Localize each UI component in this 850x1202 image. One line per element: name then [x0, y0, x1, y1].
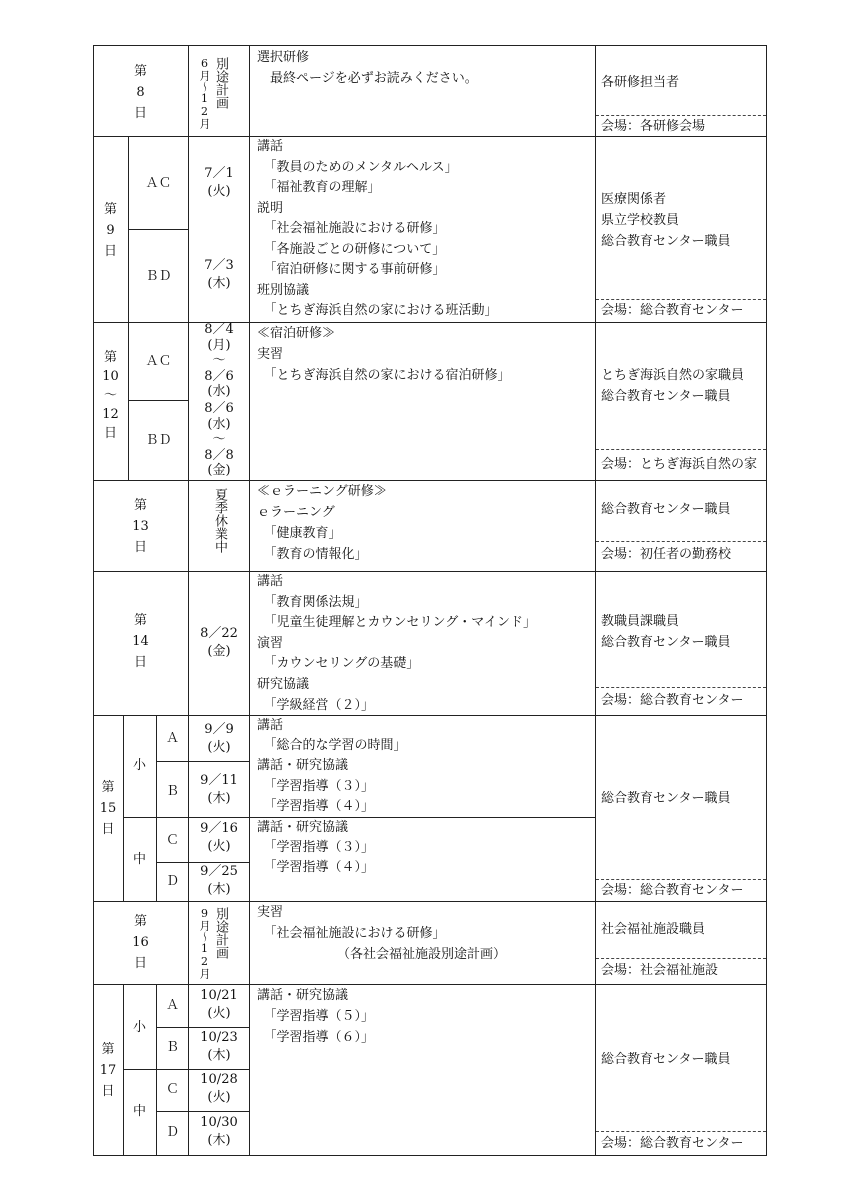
day13-instructor: 総合教育センター職員 — [601, 502, 731, 517]
day10-group-ac: ＡＣ — [145, 354, 172, 369]
day9-label: 第 9 日 — [103, 202, 117, 259]
day9-venue: 会場：総合教育センター — [601, 303, 744, 318]
day17-group-c: Ｃ — [165, 1082, 179, 1097]
day8-label: 第 8 日 — [133, 64, 147, 121]
day17-venue: 会場：総合教育センター — [601, 1136, 744, 1151]
day14-date: 8／22 (金) — [200, 626, 238, 659]
day10-date-ac: 8／4 (月) ～ 8／6 (水) — [204, 322, 234, 400]
day10-content: ≪宿泊研修≫ 実習 「とちぎ海浜自然の家における宿泊研修」 — [257, 326, 511, 383]
day15-group-b: Ｂ — [165, 784, 179, 799]
day17-date-a: 10/21 (火) — [200, 988, 238, 1021]
day15-group-c: Ｃ — [165, 833, 179, 848]
day14-content: 講話 「教育関係法規」 「児童生徒理解とカウンセリング・マインド」 演習 「カウンセリングの基礎」 研究協議 「学級経営（２）」 — [257, 574, 536, 713]
day8-venue: 会場：各研修会場 — [601, 119, 706, 134]
day9-date-ac: 7／1 (火) — [204, 166, 234, 199]
day15-level-elem: 小 — [132, 758, 146, 773]
day15-content-mid: 講話・研究協議 「学習指導（３）」 「学習指導（４）」 — [257, 820, 375, 876]
day14-instructor: 教職員課職員 総合教育センター職員 — [601, 614, 731, 650]
day14-label: 第 14 日 — [132, 613, 149, 670]
day13-period: 夏季休業中 — [212, 488, 227, 553]
day15-level-mid: 中 — [132, 852, 146, 867]
day8-instructor: 各研修担当者 — [601, 75, 680, 90]
day17-group-b: Ｂ — [165, 1040, 179, 1055]
day16-label: 第 16 日 — [132, 914, 149, 971]
day9-instructor: 医療関係者 県立学校教員 総合教育センター職員 — [601, 192, 731, 249]
day15-date-a: 9／9 (火) — [204, 722, 234, 755]
day17-date-c: 10/28 (火) — [200, 1072, 238, 1105]
day15-date-d: 9／25 (木) — [200, 864, 238, 897]
day9-date-bd: 7／3 (木) — [204, 258, 234, 291]
day13-label: 第 13 日 — [132, 498, 149, 555]
day17-label: 第 17 日 — [99, 1042, 117, 1099]
day17-group-d: Ｄ — [165, 1125, 179, 1140]
day16-instructor: 社会福祉施設職員 — [601, 922, 706, 937]
day17-level-mid: 中 — [132, 1104, 146, 1119]
day15-group-a: Ａ — [165, 731, 179, 746]
day15-date-c: 9／16 (火) — [200, 821, 238, 854]
day9-group-bd: ＢＤ — [145, 269, 172, 284]
day17-content: 講話・研究協議 「学習指導（５）」 「学習指導（６）」 — [257, 988, 375, 1045]
day16-venue: 会場：社会福祉施設 — [601, 963, 719, 978]
day17-date-b: 10/23 (木) — [200, 1030, 238, 1063]
day10-group-bd: ＢＤ — [145, 433, 172, 448]
day15-date-b: 9／11 (木) — [200, 773, 238, 806]
day8-content: 選択研修 最終ページを必ずお読みください。 — [257, 50, 478, 86]
day13-content: ≪ｅラーニング研修≫ ｅラーニング 「健康教育」 「教育の情報化」 — [257, 484, 387, 562]
day15-venue: 会場：総合教育センター — [601, 883, 744, 898]
day13-venue: 会場：初任者の勤務校 — [601, 547, 732, 562]
day17-date-d: 10/30 (木) — [200, 1115, 238, 1148]
day17-group-a: Ａ — [165, 998, 179, 1013]
day14-venue: 会場：総合教育センター — [601, 693, 744, 708]
day16-period: 別途計画 9月～12月 — [198, 907, 228, 979]
day10-date-bd: 8／6 (水) ～ 8／8 (金) — [204, 401, 234, 479]
day8-period: 別途計画 6月～12月 — [198, 57, 228, 129]
day17-instructor: 総合教育センター職員 — [601, 1052, 731, 1067]
day17-level-elem: 小 — [132, 1020, 146, 1035]
day16-content: 実習 「社会福祉施設における研修」 （各社会福祉施設別途計画） — [257, 905, 507, 962]
day15-content-elem: 講話 「総合的な学習の時間」 講話・研究協議 「学習指導（３）」 「学習指導（４）」 — [257, 718, 407, 814]
day15-instructor: 総合教育センター職員 — [601, 791, 731, 806]
day10-instructor: とちぎ海浜自然の家職員 総合教育センター職員 — [601, 368, 745, 404]
day9-content: 講話 「教員のためのメンタルヘルス」 「福祉教育の理解」 説明 「社会福祉施設における研修」 「各施設ごとの研修について」 「宿泊研修に関する事前研修」 班別協議 「とちぎ海浜自然の家における班活動」 — [257, 139, 498, 318]
day9-group-ac: ＡＣ — [145, 176, 172, 191]
day10-venue: 会場：とちぎ海浜自然の家 — [601, 457, 758, 472]
training-schedule-table — [93, 45, 767, 1156]
day15-group-d: Ｄ — [165, 874, 179, 889]
day10-label: 第 10 ～ 12 日 — [102, 350, 119, 441]
day15-label: 第 15 日 — [99, 780, 117, 837]
